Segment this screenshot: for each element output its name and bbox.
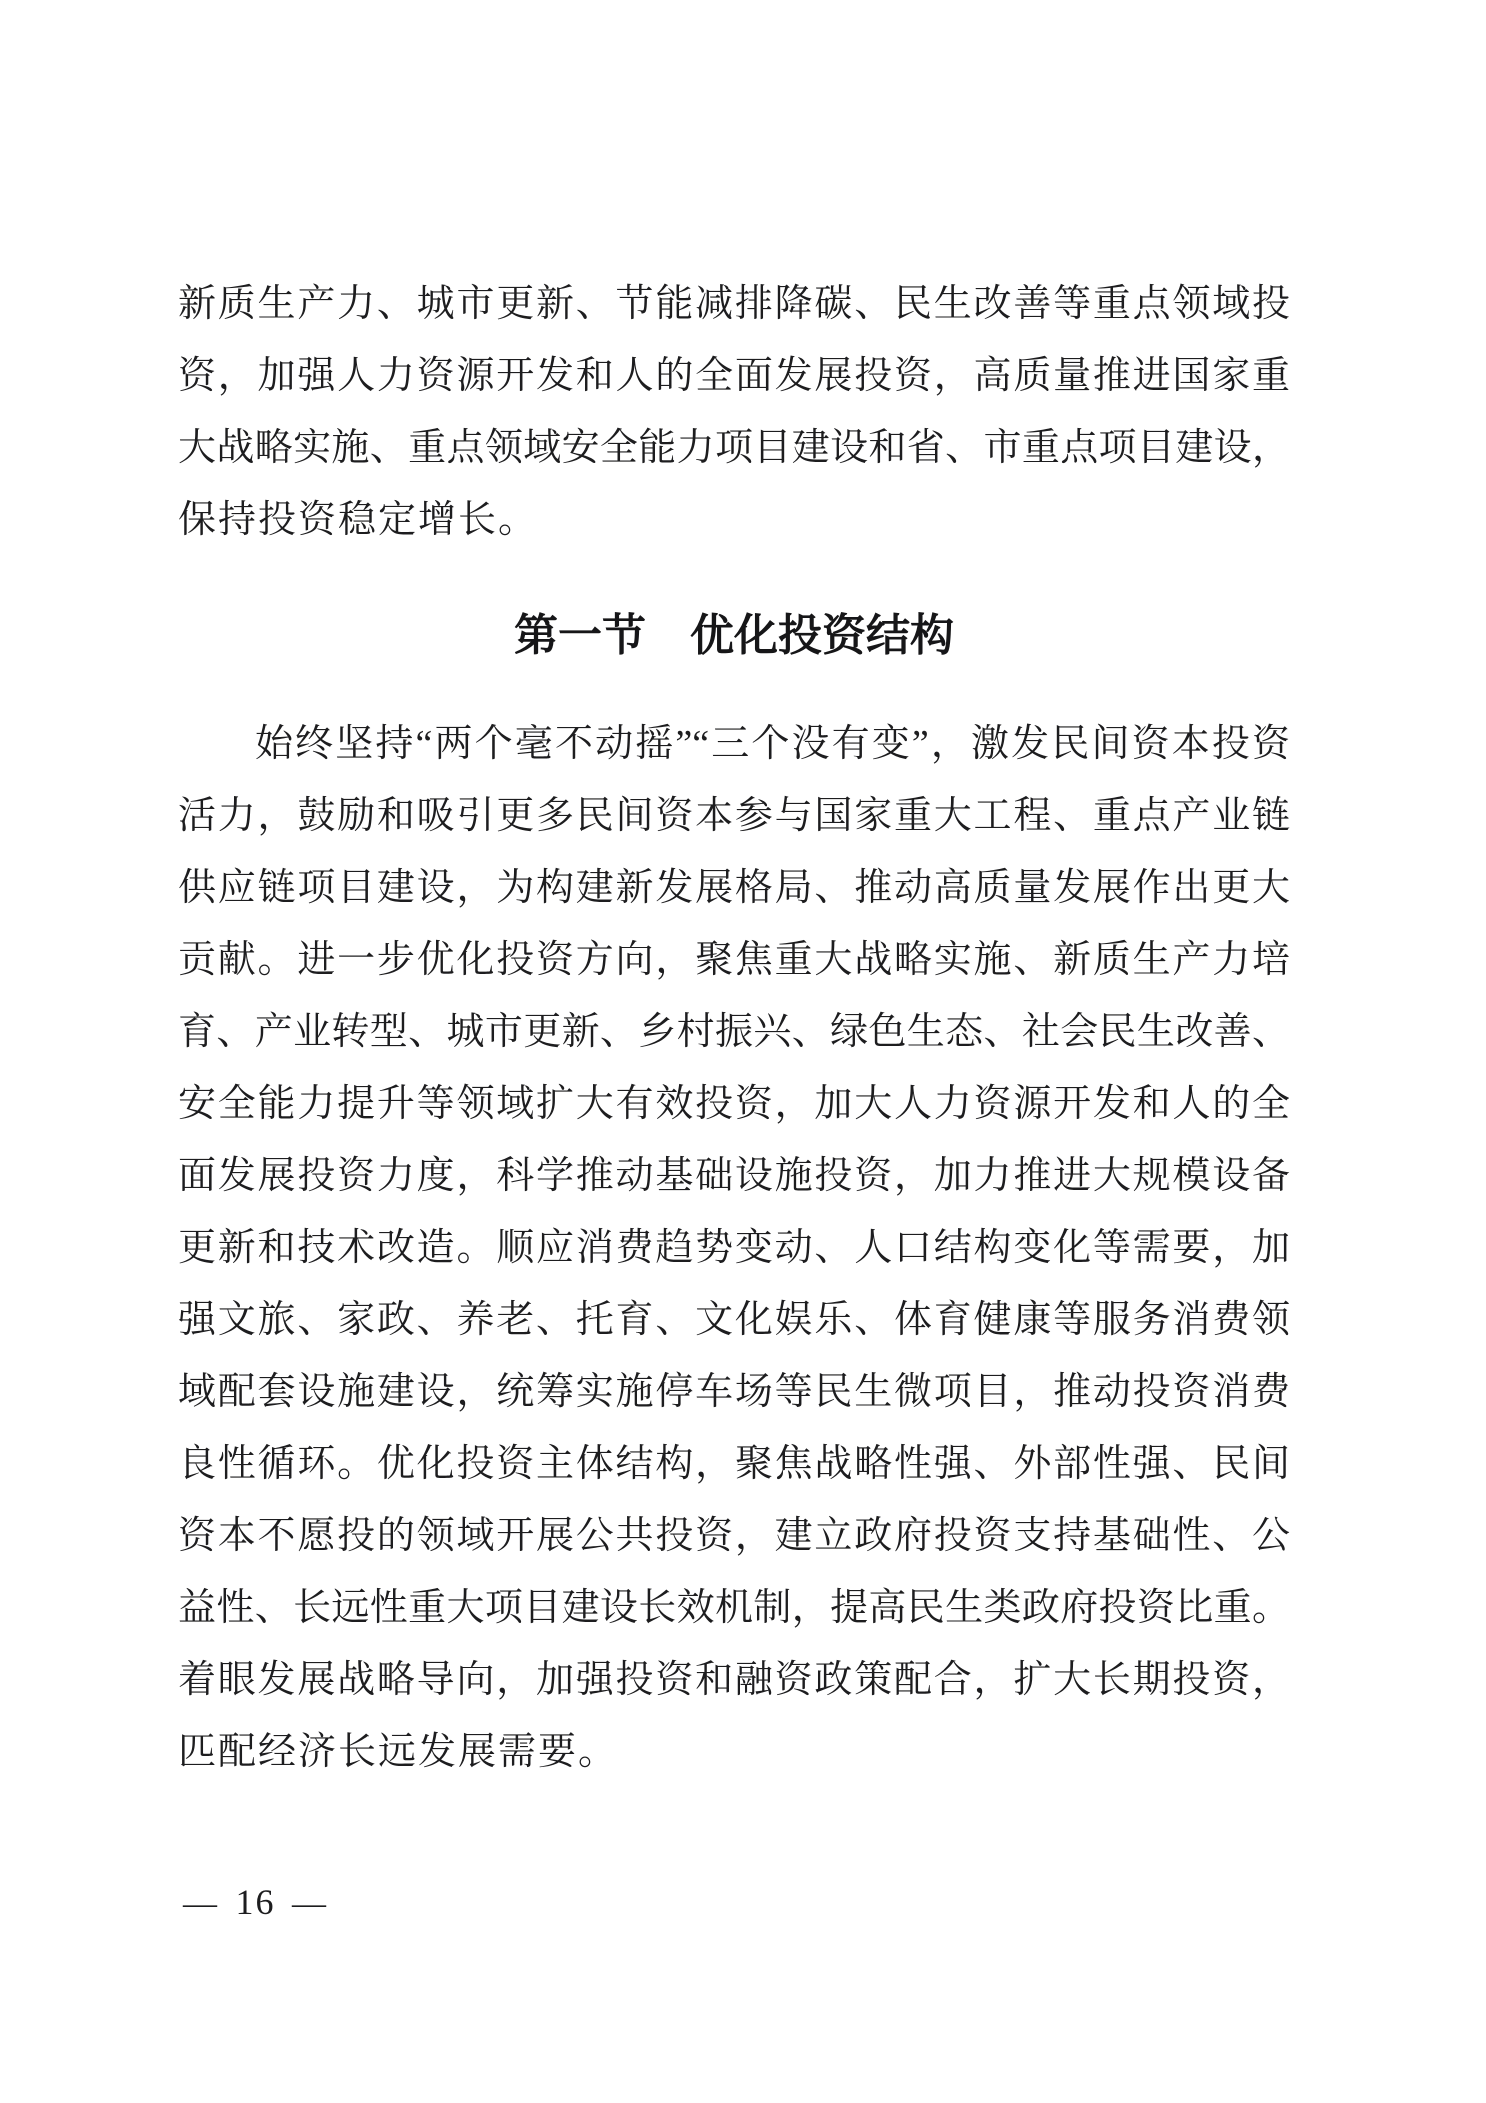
footer-left-dash: — bbox=[183, 1885, 219, 1922]
text-line: 匹配经济长远发展需要。 bbox=[178, 1731, 619, 1773]
text-line: 域配套设施建设，统筹实施停车场等民生微项目，推动投资消费 bbox=[178, 1371, 1290, 1413]
text-line: 育、产业转型、城市更新、乡村振兴、绿色生态、社会民生改善、 bbox=[178, 1011, 1290, 1053]
page-number: 16 bbox=[235, 1882, 276, 1922]
text-line: 资本不愿投的领域开展公共投资，建立政府投资支持基础性、公 bbox=[178, 1515, 1290, 1557]
text-line: 保持投资稳定增长。 bbox=[178, 499, 539, 541]
paragraph-body bbox=[178, 708, 1290, 1788]
text-line: 贡献。进一步优化投资方向，聚焦重大战略实施、新质生产力培 bbox=[178, 939, 1290, 981]
footer-right-dash: — bbox=[292, 1885, 328, 1922]
section-heading: 第一节 优化投资结构 bbox=[514, 611, 954, 660]
text-line: 良性循环。优化投资主体结构，聚焦战略性强、外部性强、民间 bbox=[178, 1443, 1290, 1485]
text-line: 新质生产力、城市更新、节能减排降碳、民生改善等重点领域投 bbox=[178, 283, 1290, 325]
text-line: 大战略实施、重点领域安全能力项目建设和省、市重点项目建设， bbox=[178, 427, 1290, 469]
text-line: 供应链项目建设，为构建新发展格局、推动高质量发展作出更大 bbox=[178, 867, 1290, 909]
paragraph-continuation bbox=[178, 268, 1290, 556]
text-line: 着眼发展战略导向，加强投资和融资政策配合，扩大长期投资， bbox=[178, 1659, 1290, 1701]
text-line: 面发展投资力度，科学推动基础设施投资，加力推进大规模设备 bbox=[178, 1155, 1290, 1197]
page-footer bbox=[177, 1880, 334, 1924]
text-line: 活力，鼓励和吸引更多民间资本参与国家重大工程、重点产业链 bbox=[178, 795, 1290, 837]
text-line: 更新和技术改造。顺应消费趋势变动、人口结构变化等需要，加 bbox=[178, 1227, 1290, 1269]
text-line: 始终坚持“两个毫不动摇”“三个没有变”，激发民间资本投资 bbox=[255, 723, 1290, 765]
text-line: 资，加强人力资源开发和人的全面发展投资，高质量推进国家重 bbox=[178, 355, 1290, 397]
text-line: 益性、长远性重大项目建设长效机制，提高民生类政府投资比重。 bbox=[178, 1587, 1290, 1629]
text-line: 安全能力提升等领域扩大有效投资，加大人力资源开发和人的全 bbox=[178, 1083, 1290, 1125]
text-line: 强文旅、家政、养老、托育、文化娱乐、体育健康等服务消费领 bbox=[178, 1299, 1290, 1341]
